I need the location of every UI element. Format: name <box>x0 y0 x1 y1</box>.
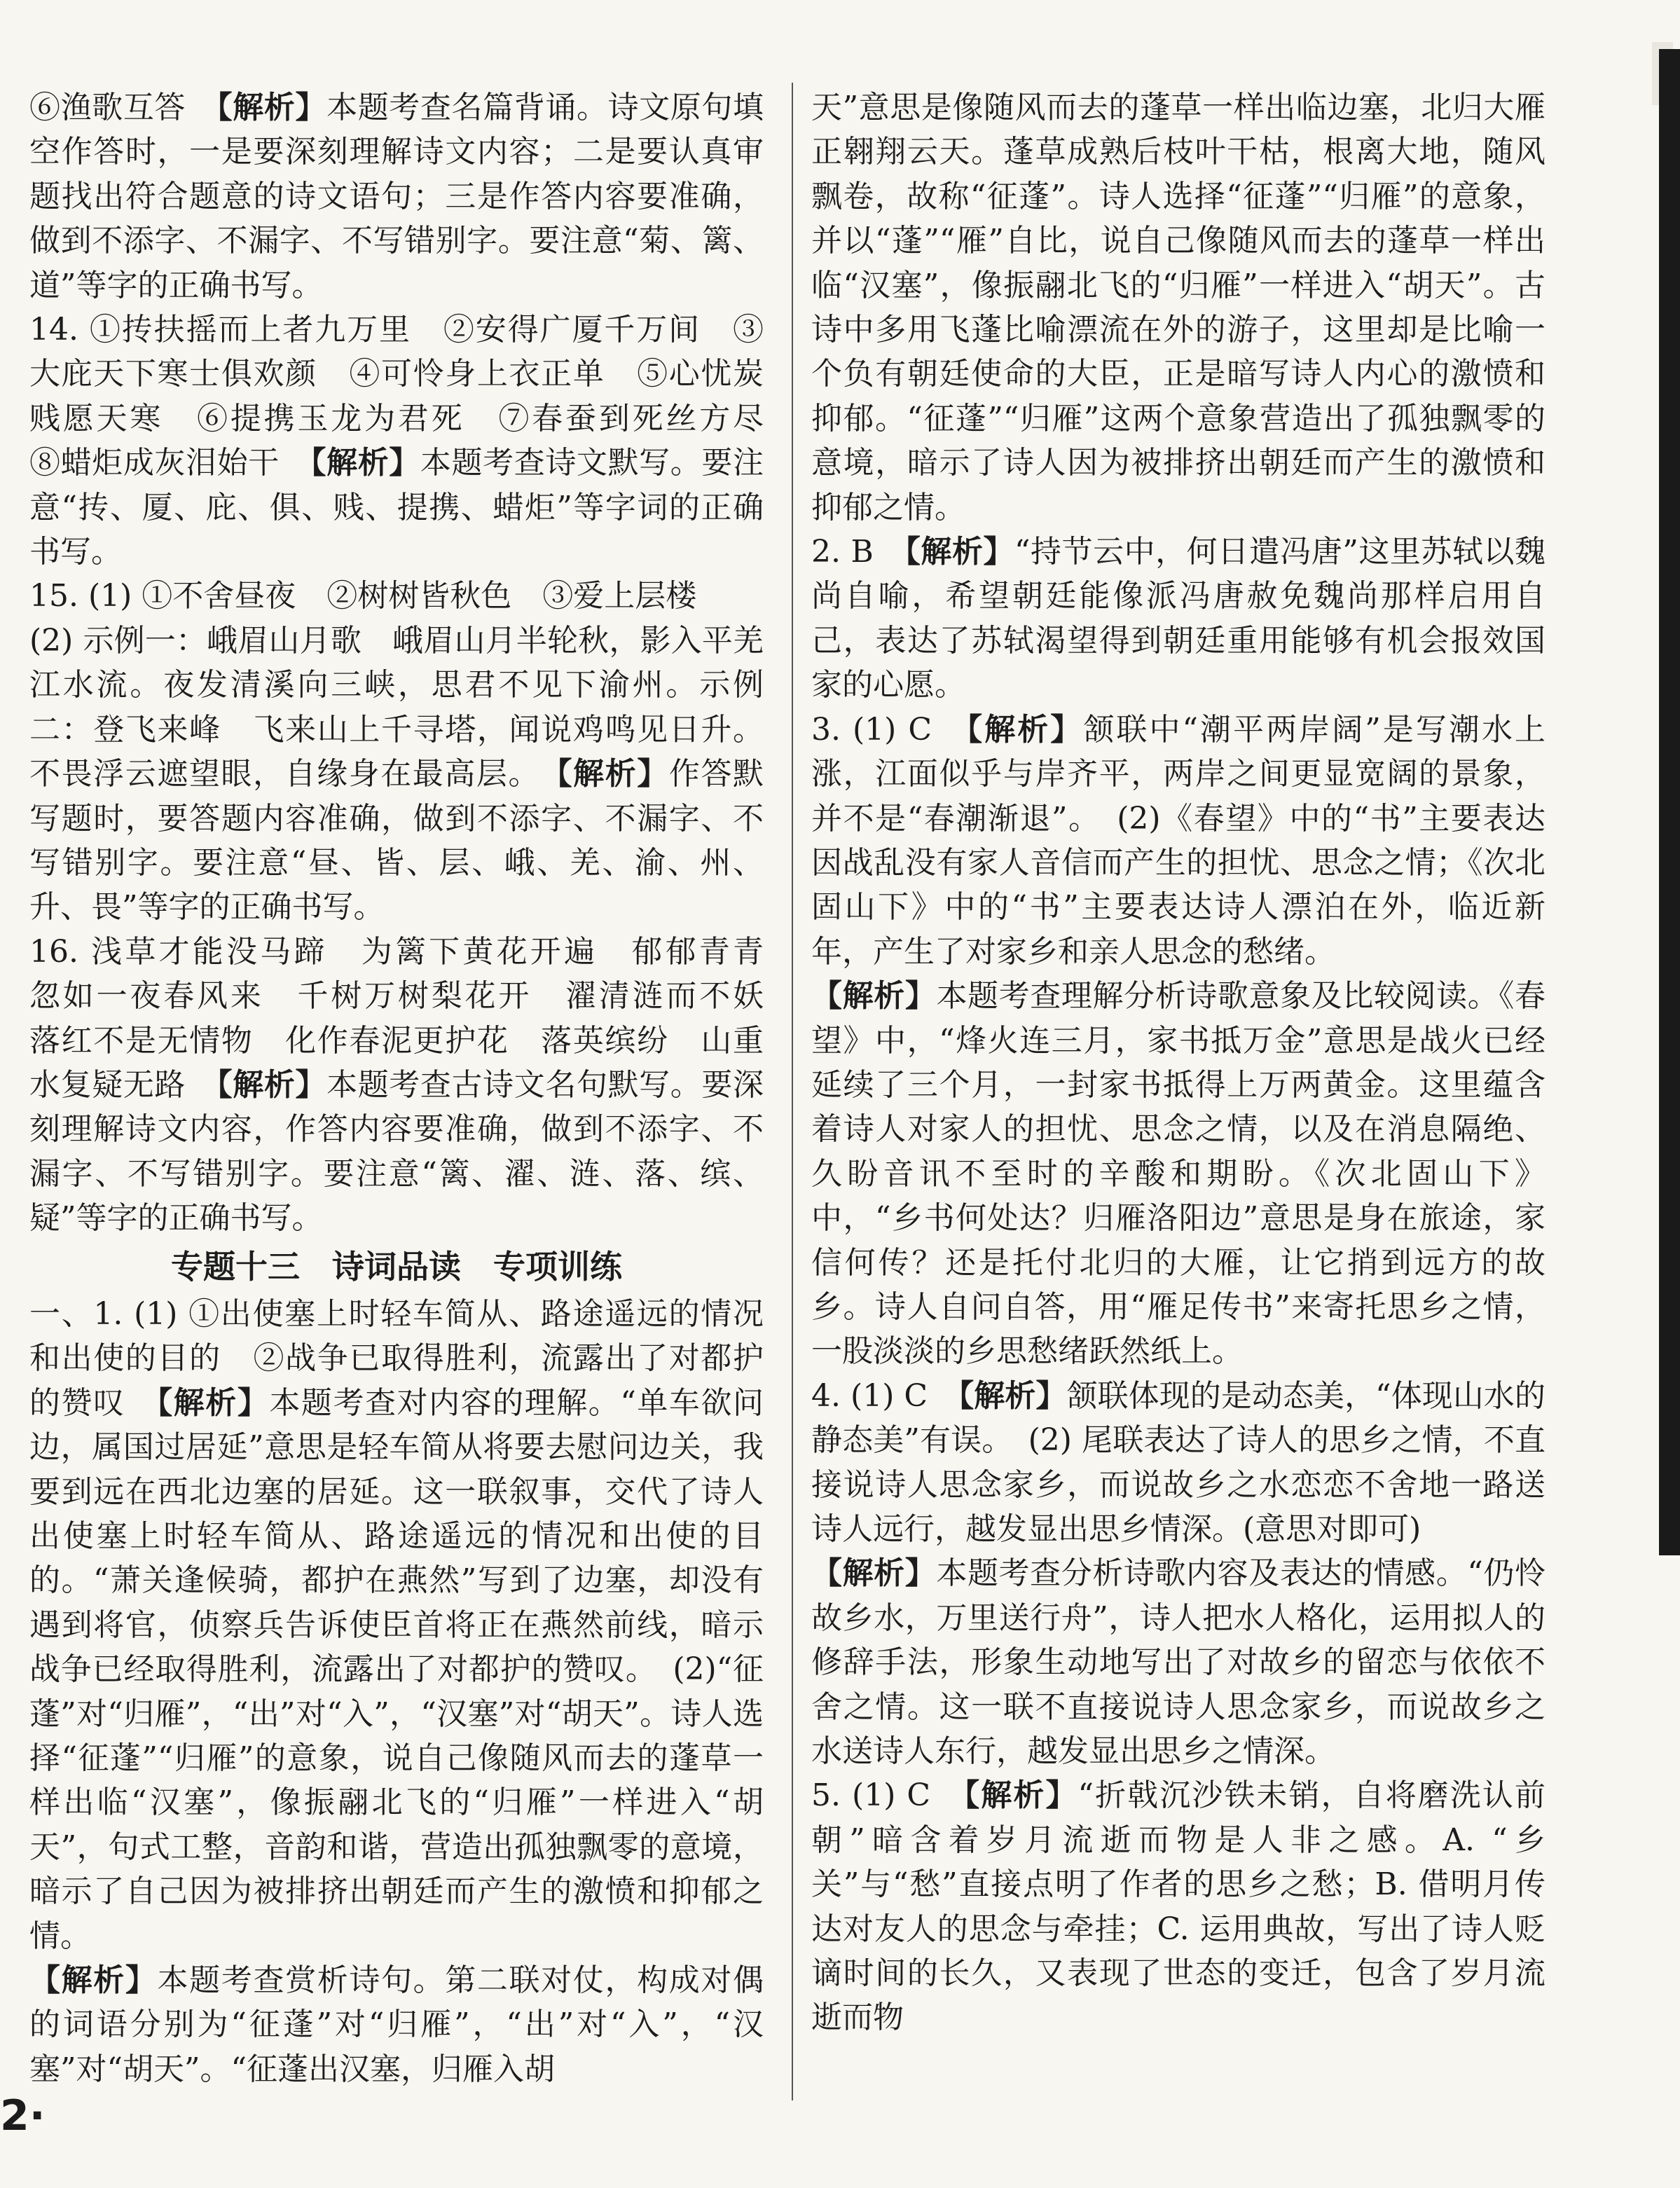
answer-paragraph <box>29 619 764 930</box>
analysis-text: 本题考查分析诗歌内容及表达的情感。“仍怜故乡水，万里送行舟”，诗人把水人格化，运用拟人的修辞手法，形象生动地写出了对故乡的留恋与依依不舍之情。这一联不直接说诗人思念家乡，而说故乡之水送诗人东行，越发显出思乡之情深。 <box>811 1555 1546 1770</box>
answer-paragraph <box>811 1551 1545 1773</box>
analysis-text: “持节云中，何日遣冯唐”这里苏轼以魏尚自喻，希望朝廷能像派冯唐赦免魏尚那样启用自己，表达了苏轼渴望得到朝廷重用能够有机会报效国家的心愿。 <box>811 534 1545 703</box>
analysis-tag: 【解析】 <box>811 978 937 1014</box>
answer-paragraph <box>29 1958 764 2091</box>
answer-text: 天”意思是像随风而去的蓬草一样出临边塞，北归大雁正翱翔云天。蓬草成熟后枝叶干枯，根离大地，随风飘卷，故称“征蓬”。诗人选择“征蓬”“归雁”的意象，并以“蓬”“雁”自比，说自己像随风而去的蓬草一样出临“汉塞”，像振翮北飞的“归雁”一样进入“胡天”。古诗中多用飞蓬比喻漂流在外的游子，这里却是比喻一个负有朝廷使命的大臣，正是暗写诗人内心的激愤和抑郁。“征蓬”“归雁”这两个意象营造出了孤独飘零的意境，暗示了诗人因为被排挤出朝廷而产生的激愤和抑郁之情。 <box>811 90 1545 525</box>
answer-text: ⑥渔歌互答 <box>29 90 217 125</box>
answer-text: 3. (1) C <box>811 711 968 748</box>
answer-paragraph <box>811 1773 1545 2039</box>
answer-paragraph <box>29 308 794 574</box>
analysis-tag: 【解析】 <box>157 1384 270 1421</box>
analysis-text: 本题考查理解分析诗歌意象及比较阅读。《春望》中，“烽火连三月，家书抵万金”意思是战火已经延续了三个月，一封家书抵得上万两黄金。这里蕴含着诗人对家人的担忧、思念之情，以及在消息隔绝、久盼音讯不至时的辛酸和期盼。《次北固山下》中，“乡书何处达？归雁洛阳边”意思是身在旅途，家信何传？还是托付北归的大雁，让它捎到远方的故乡。诗人自问自答，用“雁足传书”来寄托思乡之情，一股淡淡的乡思愁绪跃然纸上。 <box>811 978 1546 1370</box>
answer-text: 16. 浅草才能没马蹄 为篱下黄花开遍 郁郁青青 忽如一夜春风来 千树万树梨花开 濯清涟而不妖 落红不是无情物 化作春泥更护花 落英缤纷 山重水复疑无路 <box>29 933 794 1103</box>
right-column <box>811 85 1545 2040</box>
analysis-tag: 【解析】 <box>310 445 420 481</box>
answer-text: 2. B <box>811 534 905 570</box>
scan-edge-binding <box>1659 49 1680 1555</box>
analysis-tag: 【解析】 <box>556 756 669 792</box>
left-column <box>29 85 794 2091</box>
analysis-text: 本题考查古诗文名句默写。要深刻理解诗文内容，作答内容要准确，做到不添字、不漏字、不写错别字。要注意“篱、濯、涟、落、缤、疑”等字的正确书写。 <box>29 1066 764 1237</box>
column-divider <box>792 83 793 2100</box>
answer-paragraph <box>811 530 1545 708</box>
answer-paragraph <box>29 1292 764 1958</box>
analysis-text: 颔联体现的是动态美，“体现山水的静态美”有误。 (2) 尾联表达了诗人的思乡之情，不直接说诗人思念家乡，而说故乡之水恋恋不舍地一路送诗人远行，越发显出思乡情深。(意思对即可) <box>811 1377 1546 1547</box>
answer-paragraph <box>29 574 764 618</box>
analysis-tag: 【解析】 <box>904 534 1015 570</box>
analysis-tag: 【解析】 <box>964 1777 1078 1814</box>
page-number: 2· <box>0 2091 46 2140</box>
analysis-text: 本题考查对内容的理解。“单车欲问边，属国过居延”意思是轻车简从将要去慰问边关，我要到远在西北边塞的居延。这一联叙事，交代了诗人出使塞上时轻车简从、路途遥远的情况和出使的目的。“萧关逢候骑，都护在燕然”写到了边塞，却没有遇到将官，侦察兵告诉使臣首将正在燕然前线，暗示战争已经取得胜利，流露出了对都护的赞叹。 (2)“征蓬”对“归雁”，“出”对“入”，“汉塞”对“胡天”。诗人选择“征蓬”“归雁”的意象，说自己像随风而去的蓬草一样出临“汉塞”，像振翮北飞的“归雁”一样进入“胡天”，句式工整，音韵和谐，营造出孤独飘零的意境，暗示了自己因为被排挤出朝廷而产生的激愤和抑郁之情。 <box>29 1384 764 1954</box>
analysis-tag: 【解析】 <box>29 1962 158 1999</box>
answer-text: 5. (1) C <box>811 1777 965 1814</box>
answer-text: 14. ①抟扶摇而上者九万里 ②安得广厦千万间 ③大庇天下寒士俱欢颜 ④可怜身上衣正单 ⑤心忧炭贱愿天寒 ⑥提携玉龙为君死 ⑦春蚕到死丝方尽 ⑧蜡炬成灰泪始干 <box>29 312 794 481</box>
analysis-text: 颔联中“潮平两岸阔”是写潮水上涨，江面似乎与岸齐平，两岸之间更显宽阔的景象，并不是“春潮渐退”。 (2)《春望》中的“书”主要表达因战乱没有家人音信而产生的担忧、思念之情；《次北固山下》中的“书”主要表达诗人漂泊在外，临近新年，产生了对家乡和亲人思念的愁绪。 <box>811 711 1545 970</box>
analysis-tag: 【解析】 <box>216 90 327 125</box>
answer-text: 4. (1) C <box>811 1377 959 1414</box>
answer-paragraph <box>29 85 764 308</box>
analysis-tag: 【解析】 <box>967 711 1084 748</box>
answer-text: 一、1. (1) ①出使塞上时轻车简从、路途遥远的情况和出使的目的 ②战争已取得胜利，流露出了对都护的赞叹 <box>29 1295 764 1421</box>
analysis-text: 作答默写题时，要答题内容准确，做到不添字、不漏字、不写错别字。要注意“昼、皆、层、峨、羌、渝、州、升、畏”等字的正确书写。 <box>29 756 764 926</box>
analysis-tag: 【解析】 <box>811 1555 937 1592</box>
answer-paragraph <box>811 974 1545 1374</box>
analysis-text: 本题考查名篇背诵。诗文原句填空作答时，一是要深刻理解诗文内容；二是要认真审题找出符合题意的诗文语句；三是作答内容要准确，做到不添字、不漏字、不写错别字。要注意“菊、篱、道”等字的正确书写。 <box>29 90 764 303</box>
answer-text: 15. (1) ①不舍昼夜 ②树树皆秋色 ③爱上层楼 <box>29 578 697 614</box>
answer-text: (2) 示例一：峨眉山月歌 峨眉山月半轮秋，影入平羌江水流。夜发清溪向三峡，思君不见下渝州。示例二：登飞来峰 飞来山上千寻塔，闻说鸡鸣见日升。不畏浮云遮望眼，自缘身在最高层。 <box>29 622 764 792</box>
analysis-tag: 【解析】 <box>216 1066 327 1103</box>
answer-paragraph <box>811 708 1545 974</box>
answer-paragraph <box>811 1374 1545 1552</box>
answer-paragraph <box>29 930 794 1241</box>
analysis-text: 本题考查赏析诗句。第二联对仗，构成对偶的词语分别为“征蓬”对“归雁”，“出”对“入”，“汉塞”对“胡天”。“征蓬出汉塞，归雁入胡 <box>29 1962 764 2087</box>
section-heading: 专题十三 诗词品读 专项训练 <box>171 1247 622 1286</box>
analysis-tag: 【解析】 <box>958 1377 1067 1414</box>
analysis-text: 本题考查诗文默写。要注意“抟、厦、庇、俱、贱、提携、蜡炬”等字词的正确书写。 <box>29 445 764 570</box>
answer-paragraph <box>811 85 1545 530</box>
analysis-text: “折戟沉沙铁未销，自将磨洗认前朝”暗含着岁月流逝而物是人非之感。A. “乡关”与“愁”直接点明了作者的思乡之愁；B. 借明月传达对友人的思念与牵挂；C. 运用典故，写出了诗人贬谪时间的长久，又表现了世态的变迁，包含了岁月流逝而物 <box>811 1777 1545 2036</box>
